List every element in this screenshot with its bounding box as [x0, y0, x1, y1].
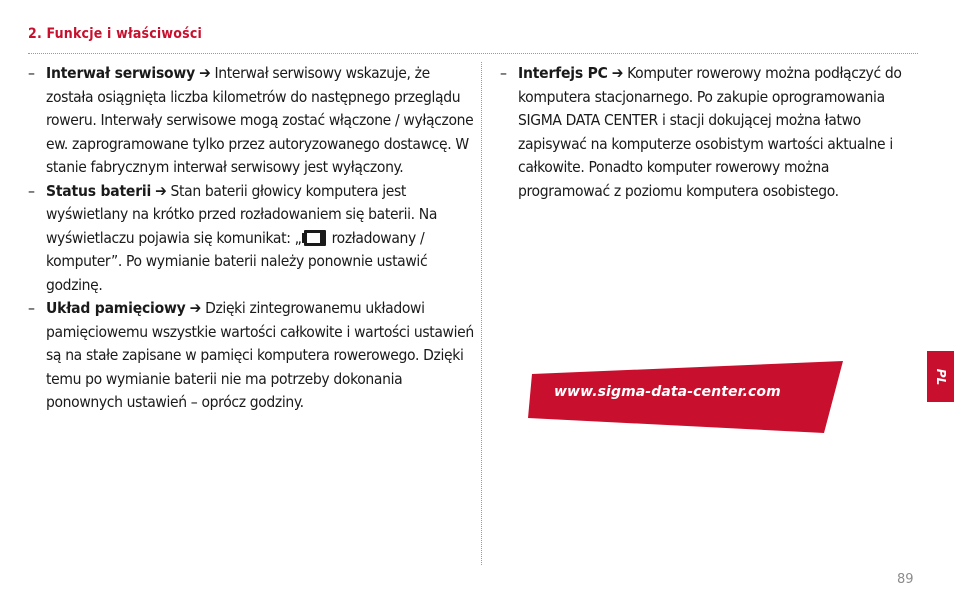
column-divider [481, 62, 482, 565]
left-column [28, 62, 474, 415]
term-pc-interface: Interfejs PC [518, 64, 608, 82]
list-item-service-interval [28, 62, 474, 180]
list-item-battery-status [28, 180, 474, 298]
description-service-interval: Interwał serwisowy wskazuje, że została osiągnięta liczba kilometrów do następnego przeglądu roweru. Interwały serwisowe mogą zostać włączone / wyłączone ew. zaprogramowane tylko przez autoryzowanego dostawcę. W stanie fabrycznym interwał serwisowy jest wyłączony. [46, 64, 474, 176]
dash: – [28, 299, 35, 317]
language-tab [927, 351, 954, 402]
battery-icon [302, 230, 328, 246]
description-battery-status-part2: rozładowany / komputer”. Po wymianie baterii należy ponownie ustawić godzinę. [46, 228, 428, 294]
term-memory: Układ pamięciowy [46, 299, 186, 317]
website-link-banner[interactable] [528, 360, 844, 434]
top-divider [28, 53, 918, 54]
description-pc-interface: Komputer rowerowy można podłączyć do komputera stacjonarnego. Po zakupie oprogramowania SIGMA DATA CENTER i stacji dokującej można łatwo zapisywać na komputerze osobistym wartości aktualne i całkowite. Ponadto komputer rowerowy można programować z poziomu komputera osobistego. [518, 64, 902, 200]
arrow-icon: ➔ [611, 64, 624, 82]
dash: – [28, 64, 35, 82]
dash: – [28, 181, 35, 200]
dash: – [500, 64, 507, 82]
section-title: 2. Funkcje i właściwości [28, 26, 203, 42]
term-service-interval: Interwał serwisowy [46, 64, 195, 82]
description-battery-status-part1: Stan baterii głowicy komputera jest wyświetlany na krótko przed rozładowaniem się baterii. Na wyświetlaczu pojawia się komunikat: „ [46, 181, 438, 247]
term-battery-status: Status baterii [46, 181, 152, 200]
page-number: 89 [897, 572, 914, 587]
right-column [500, 62, 920, 203]
list-item-memory [28, 297, 474, 415]
language-tab-label: PL [933, 368, 948, 385]
arrow-icon: ➔ [199, 64, 211, 82]
arrow-icon: ➔ [189, 299, 201, 317]
list-item-pc-interface [500, 62, 920, 203]
website-link-text[interactable]: www.sigma-data-center.com [554, 384, 781, 400]
arrow-icon: ➔ [155, 181, 167, 200]
description-memory: Dzięki zintegrowanemu układowi pamięciowemu wszystkie wartości całkowite i wartości ustawień są na stałe zapisane w pamięci komputera rowerowego. Dzięki temu po wymianie baterii nie ma potrzeby dokonania ponownych ustawień – oprócz godziny. [46, 299, 474, 411]
